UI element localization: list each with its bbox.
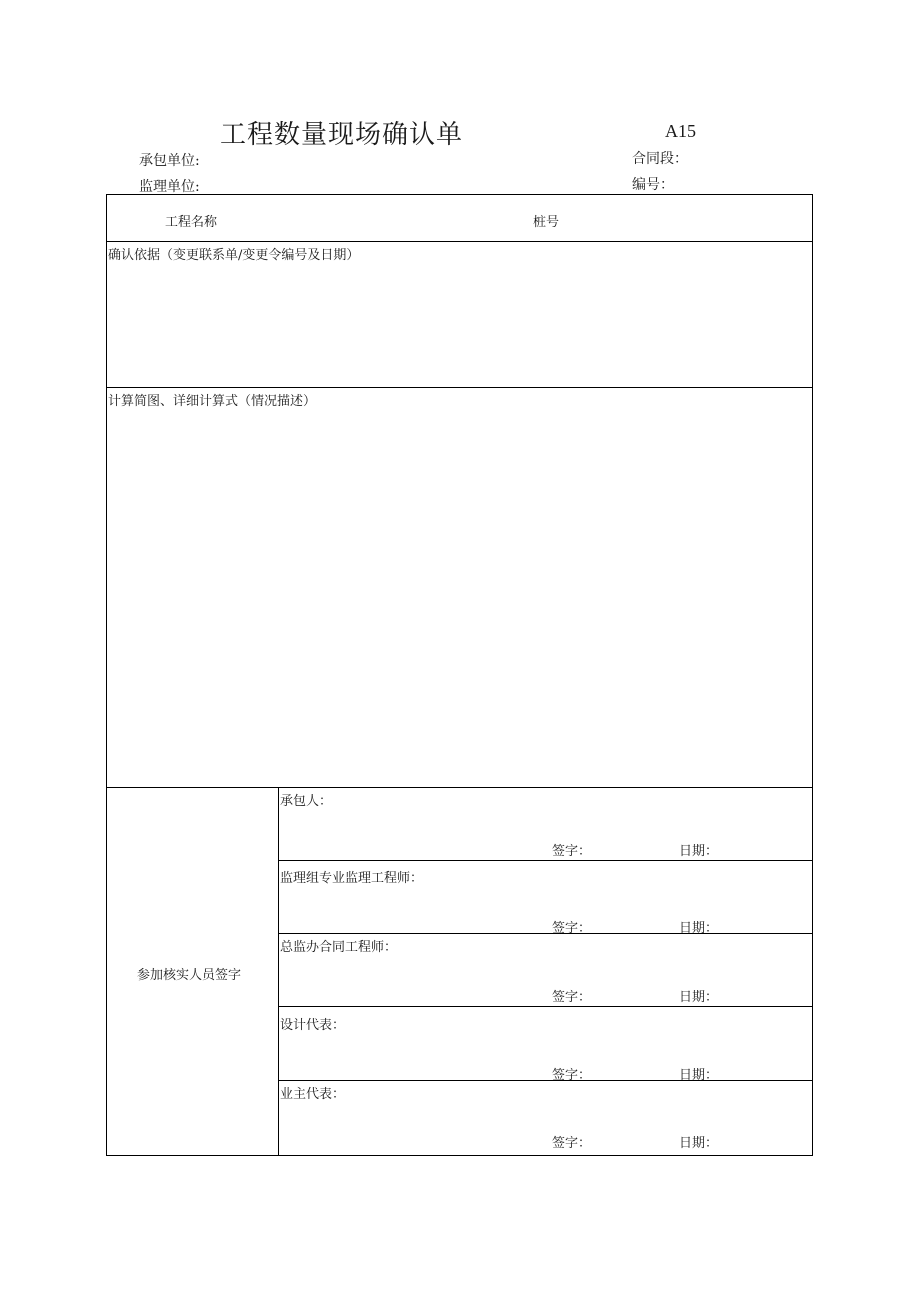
column-divider <box>278 787 279 1156</box>
design-representative-role-label: 设计代表： <box>280 1018 346 1033</box>
sign-label: 签字： <box>552 921 592 936</box>
sign-label: 签字： <box>552 990 592 1005</box>
owner-representative-role-label: 业主代表： <box>280 1087 346 1102</box>
row-divider <box>106 387 813 388</box>
date-label: 日期： <box>679 1068 719 1083</box>
basis-field[interactable] <box>107 262 812 386</box>
contract-engineer-role-label: 总监办合同工程师： <box>280 940 398 955</box>
date-label: 日期： <box>679 921 719 936</box>
calculation-field[interactable] <box>107 408 812 786</box>
sign-label: 签字： <box>552 1136 592 1151</box>
row-divider <box>278 933 813 934</box>
project-name-label: 工程名称 <box>165 215 218 230</box>
sign-label: 签字： <box>552 844 592 859</box>
contractor-unit-label: 承包单位: <box>139 153 200 169</box>
row-divider <box>278 1006 813 1007</box>
basis-label: 确认依据（变更联系单/变更令编号及日期） <box>108 248 360 263</box>
date-label: 日期： <box>679 844 719 859</box>
stake-label: 桩号 <box>533 215 560 230</box>
number-label: 编号： <box>632 177 674 193</box>
form-code: A15 <box>665 121 696 141</box>
date-label: 日期： <box>679 1136 719 1151</box>
date-label: 日期： <box>679 990 719 1005</box>
form-title: 工程数量现场确认单 <box>220 120 464 150</box>
row-divider <box>106 241 813 242</box>
row-divider <box>278 860 813 861</box>
supervision-unit-label: 监理单位: <box>139 179 200 195</box>
supervisor-engineer-role-label: 监理组专业监理工程师： <box>280 871 424 886</box>
signoff-label: 参加核实人员签字 <box>137 968 242 983</box>
contractor-role-label: 承包人： <box>280 794 333 809</box>
sign-label: 签字： <box>552 1068 592 1083</box>
calculation-label: 计算简图、详细计算式（情况描述） <box>108 394 317 409</box>
row-divider <box>278 1080 813 1081</box>
contract-section-label: 合同段： <box>632 151 688 167</box>
row-divider <box>106 787 813 788</box>
